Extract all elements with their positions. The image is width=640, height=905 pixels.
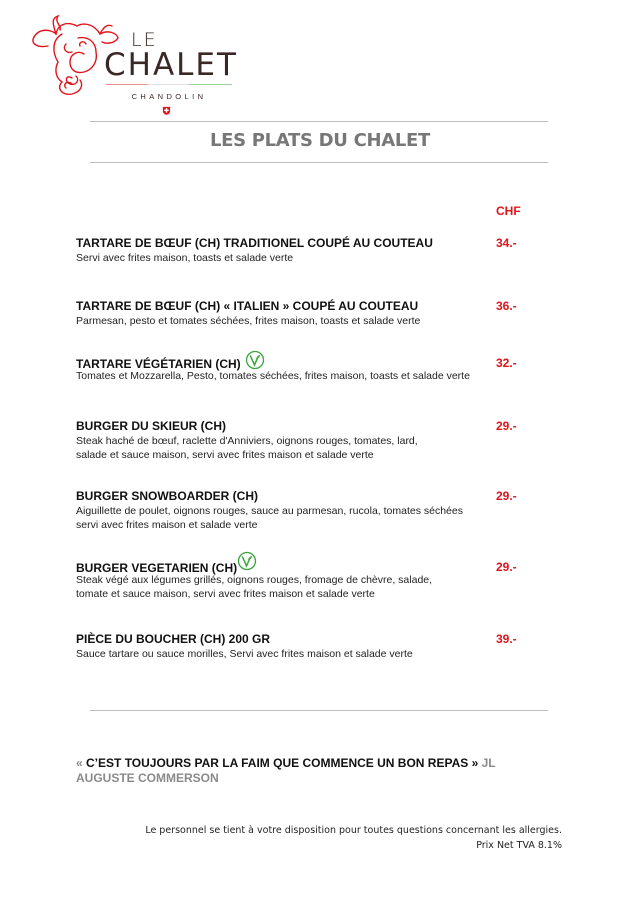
- item-description: Sauce tartare ou sauce morilles, Servi avec frites maison et salade verte: [76, 648, 413, 660]
- quote: [76, 756, 556, 786]
- item-price: 32.-: [496, 356, 517, 370]
- menu-item: [76, 632, 536, 661]
- item-name: PIÈCE DU BOUCHER (CH) 200 GR: [76, 632, 271, 646]
- quote-open-mark: «: [76, 756, 87, 770]
- item-description-line: tomate et sauce maison, servi avec frites maison et salade verte: [76, 588, 375, 600]
- logo-subtitle: CHANDOLIN: [131, 92, 207, 101]
- menu-item: [76, 236, 536, 265]
- divider-bottom: [90, 710, 548, 711]
- item-description-line: salade et sauce maison, servi avec frites maison et salade verte: [76, 449, 374, 461]
- item-price: 39.-: [496, 632, 517, 646]
- item-name: BURGER DU SKIEUR (CH): [76, 419, 226, 433]
- item-price: 29.-: [496, 560, 517, 574]
- menu-item: [76, 489, 536, 532]
- quote-text: C’EST TOUJOURS PAR LA FAIM QUE COMMENCE UN BON REPAS »: [86, 756, 482, 770]
- divider-under-title: [90, 162, 548, 163]
- logo-tricolor-rule: [106, 84, 232, 85]
- allergy-note: Le personnel se tient à votre disposition pour toutes questions concernant les allergies.: [145, 825, 562, 836]
- item-name: BURGER SNOWBOARDER (CH): [76, 489, 258, 503]
- item-price: 36.-: [496, 299, 517, 313]
- vegetarian-icon: [237, 551, 257, 571]
- logo-text-le: LE: [131, 29, 158, 51]
- item-description-line: servi avec frites maison et salade verte: [76, 519, 258, 531]
- item-description: Tomates et Mozzarella, Pesto, tomates séchées, frites maison, toasts et salade verte: [76, 370, 470, 382]
- item-name: BURGER VEGETARIEN (CH): [76, 561, 238, 576]
- item-name: TARTARE DE BŒUF (CH) « ITALIEN » COUPÉ AU COUTEAU: [76, 299, 419, 313]
- divider-top: [90, 121, 548, 122]
- vat-note: Prix Net TVA 8.1%: [476, 840, 562, 851]
- item-description-line: Steak végé aux légumes grillés, oignons rouges, fromage de chèvre, salade,: [76, 574, 433, 586]
- item-name: TARTARE DE BŒUF (CH) TRADITIONEL COUPÉ AU COUTEAU: [76, 236, 433, 250]
- logo-text-chalet: CHALET: [104, 47, 238, 83]
- menu-item: [76, 419, 536, 462]
- item-price: 29.-: [496, 419, 517, 433]
- item-price: 34.-: [496, 236, 517, 250]
- item-name: TARTARE VÉGÉTARIEN (CH): [76, 357, 241, 372]
- menu-item: [76, 559, 536, 601]
- currency-header: CHF: [496, 204, 521, 218]
- menu-item: [76, 299, 536, 328]
- item-description-line: Steak haché de bœuf, raclette d'Anniviers, oignons rouges, tomates, lard,: [76, 435, 418, 447]
- menu-item: [76, 355, 536, 383]
- item-price: 29.-: [496, 489, 517, 503]
- item-description-line: Aiguillette de poulet, oignons rouges, sauce au parmesan, rucola, tomates séchées: [76, 505, 463, 517]
- quote-author: JL AUGUSTE COMMERSON: [76, 756, 496, 785]
- swiss-flag-icon: [162, 106, 171, 115]
- item-description: Parmesan, pesto et tomates séchées, frites maison, toasts et salade verte: [76, 315, 421, 327]
- item-description: Servi avec frites maison, toasts et salade verte: [76, 252, 294, 264]
- page-title: LES PLATS DU CHALET: [209, 130, 431, 151]
- vegetarian-icon: [245, 350, 265, 370]
